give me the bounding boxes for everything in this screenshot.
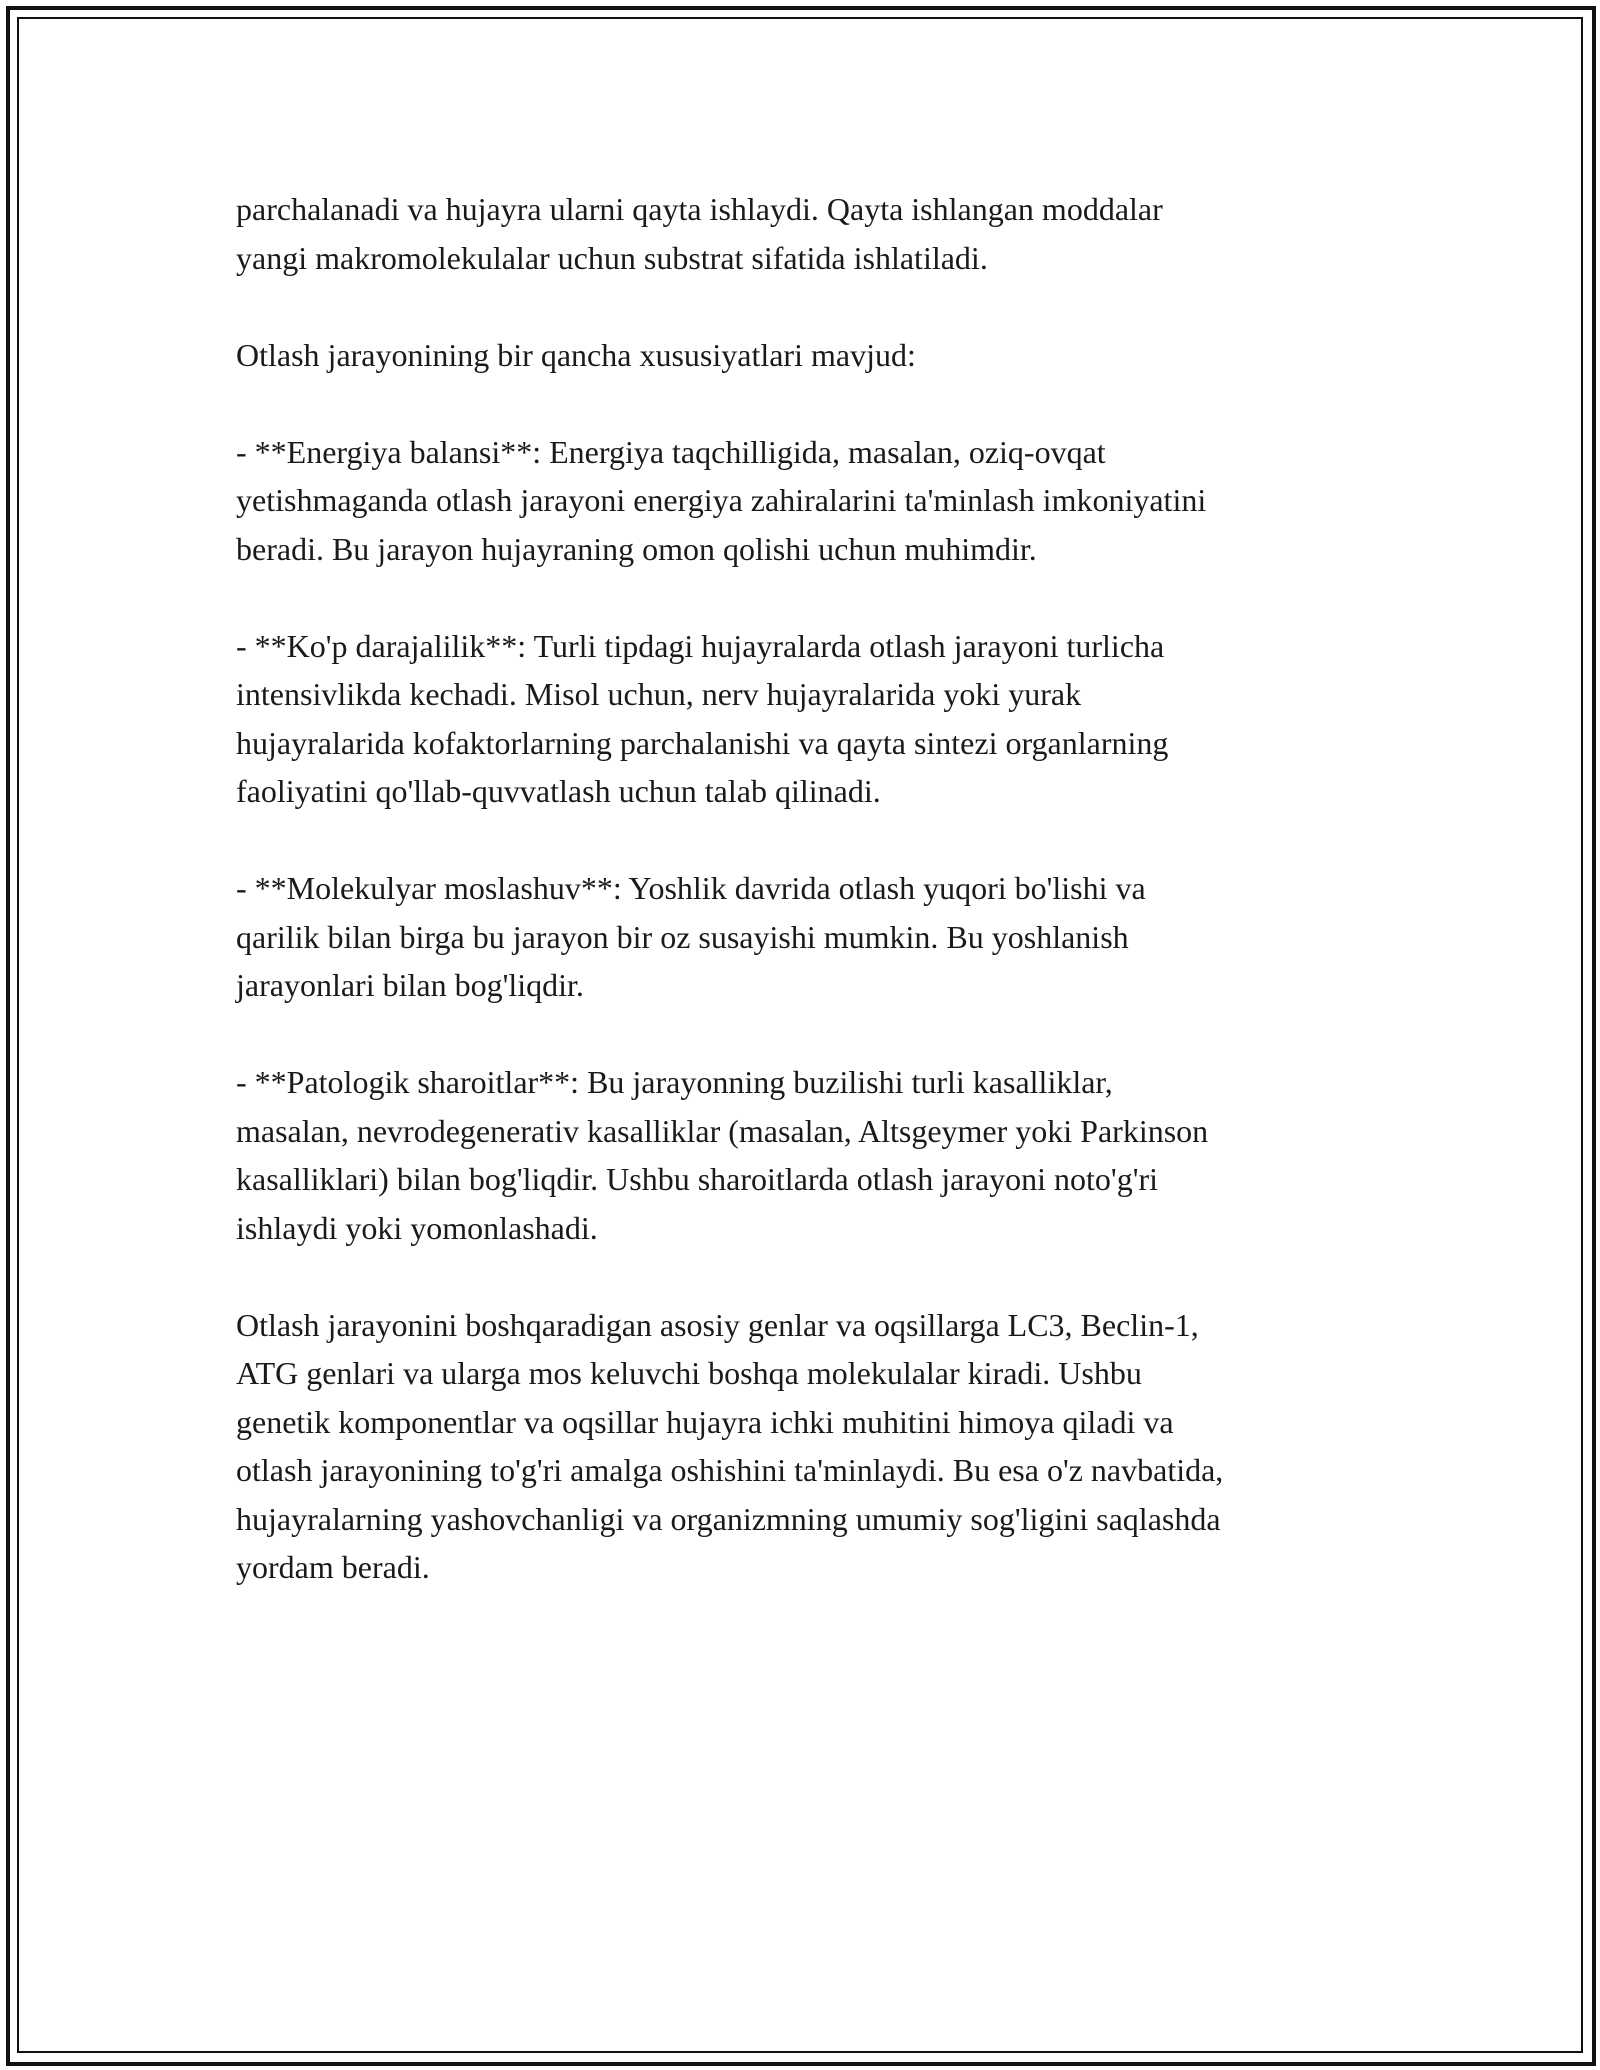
bullet-multi-level: - **Ko'p darajalilik**: Turli tipdagi hujayralarda otlash jarayoni turlicha intensivlikda kechadi. Misol uchun, nerv hujayralarida yoki yurak hujayralarida kofaktorlarning parchalanishi va qayta sintezi organlarning faoliyatini qo'llab-quvvatlash uchun talab qilinadi. xyxy=(236,627,1169,809)
bullet-molecular-adaptation: - **Molekulyar moslashuv**: Yoshlik davrida otlash yuqori bo'lishi va qarilik bilan birga bu jarayon bir oz susayishi mumkin. Bu yoshlanish jarayonlari bilan bog'liqdir. xyxy=(236,870,1146,1003)
paragraph-intro-continuation: parchalanadi va hujayra ularni qayta ishlaydi. Qayta ishlangan moddalar yangi makromolekulalar uchun substrat sifatida ishlatiladi. xyxy=(236,191,1163,276)
bullet-pathological-conditions: - **Patologik sharoitlar**: Bu jarayonning buzilishi turli kasalliklar, masalan, nevrodegenerativ kasalliklar (masalan, Altsgeymer yoki Parkinson kasalliklari) bilan bog'liqdir. Ushbu sharoitlarda otlash jarayoni noto'g'ri ishlaydi yoki yomonlashadi. xyxy=(236,1064,1209,1246)
document-body xyxy=(236,185,1376,1640)
paragraph-conclusion: Otlash jarayonini boshqaradigan asosiy genlar va oqsillarga LC3, Beclin-1, ATG genlari va ularga mos keluvchi boshqa molekulalar kiradi. Ushbu genetik komponentlar va oqsillar hujayra ichki muhitini himoya qiladi va otlash jarayonining to'g'ri amalga oshishini ta'minlaydi. Bu esa o'z navbatida, hujayralarning yashovchanligi va organizmning umumiy sog'ligini saqlashda yordam beradi. xyxy=(236,1306,1224,1585)
bullet-energy-balance: - **Energiya balansi**: Energiya taqchilligida, masalan, oziq-ovqat yetishmaganda otlash jarayoni energiya zahiralarini ta'minlash imkoniyatini beradi. Bu jarayon hujayraning omon qolishi uchun muhimdir. xyxy=(236,433,1207,567)
paragraph-features-heading: Otlash jarayonining bir qancha xususiyatlari mavjud: xyxy=(236,336,916,373)
